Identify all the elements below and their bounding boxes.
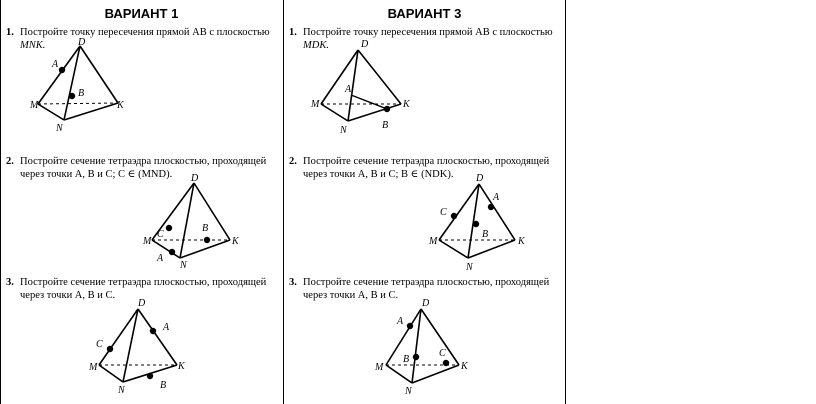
variant-1-column xyxy=(0,0,283,404)
label-K: K xyxy=(117,100,124,111)
label-B: B xyxy=(403,354,410,365)
task-text-line2: через точки A, B и C. xyxy=(20,290,116,301)
label-M: M xyxy=(89,362,98,373)
label-A: A xyxy=(52,59,59,70)
variant-3-title: ВАРИАНТ 3 xyxy=(387,6,462,21)
task-text-line2: через точки A, B и C; C ∈ (MND). xyxy=(20,169,173,180)
label-N: N xyxy=(340,125,347,136)
label-N: N xyxy=(405,386,412,397)
variant-1-title: ВАРИАНТ 1 xyxy=(104,6,179,21)
label-B: B xyxy=(78,88,85,99)
label-K: K xyxy=(232,236,239,247)
label-D: D xyxy=(476,173,484,184)
label-M: M xyxy=(143,236,152,247)
task-text-line2: через точки A, B и C; B ∈ (NDK). xyxy=(303,169,454,180)
task-number: 3. xyxy=(6,277,14,288)
task-text: Постройте сечение тетраэдра плоскостью, проходящей xyxy=(303,277,550,288)
task-number: 2. xyxy=(6,156,14,167)
label-N: N xyxy=(118,385,125,396)
label-D: D xyxy=(422,298,430,309)
label-M: M xyxy=(375,362,384,373)
label-A: A xyxy=(163,322,170,333)
label-C: C xyxy=(440,207,447,218)
task-text-line2: MDK. xyxy=(303,40,329,51)
label-A: A xyxy=(157,253,164,264)
label-K: K xyxy=(461,361,468,372)
label-B: B xyxy=(482,229,489,240)
label-N: N xyxy=(180,260,187,271)
label-D: D xyxy=(78,37,86,48)
label-C: C xyxy=(157,229,164,240)
task-text: Постройте сечение тетраэдра плоскостью, проходящей xyxy=(20,156,267,167)
label-M: M xyxy=(30,100,39,111)
label-C: C xyxy=(439,348,446,359)
label-A: A xyxy=(397,316,404,327)
label-K: K xyxy=(403,99,410,110)
task-text-line2: MNK. xyxy=(20,40,46,51)
task-text: Постройте сечение тетраэдра плоскостью, проходящей xyxy=(303,156,550,167)
label-M: M xyxy=(311,99,320,110)
label-K: K xyxy=(518,236,525,247)
label-C: C xyxy=(96,339,103,350)
task-text-line2: через точки A, B и C. xyxy=(303,290,399,301)
variant-3-column xyxy=(283,0,566,404)
label-D: D xyxy=(361,39,369,50)
task-text: Постройте точку пересечения прямой AB с плоскостью xyxy=(20,27,270,38)
v3-figure-3 xyxy=(283,0,566,404)
label-D: D xyxy=(138,298,146,309)
task-number: 1. xyxy=(289,27,297,38)
v1-figure-3 xyxy=(0,0,283,404)
task-number: 1. xyxy=(6,27,14,38)
label-B: B xyxy=(160,380,167,391)
label-M: M xyxy=(429,236,438,247)
label-D: D xyxy=(191,173,199,184)
label-A: A xyxy=(493,192,500,203)
task-text: Постройте точку пересечения прямой AB с плоскостью xyxy=(303,27,553,38)
task-number: 2. xyxy=(289,156,297,167)
label-N: N xyxy=(56,123,63,134)
label-A: A xyxy=(345,84,352,95)
task-number: 3. xyxy=(289,277,297,288)
label-K: K xyxy=(178,361,185,372)
task-text: Постройте сечение тетраэдра плоскостью, проходящей xyxy=(20,277,267,288)
label-B: B xyxy=(202,223,209,234)
label-N: N xyxy=(466,262,473,273)
label-B: B xyxy=(382,120,389,131)
